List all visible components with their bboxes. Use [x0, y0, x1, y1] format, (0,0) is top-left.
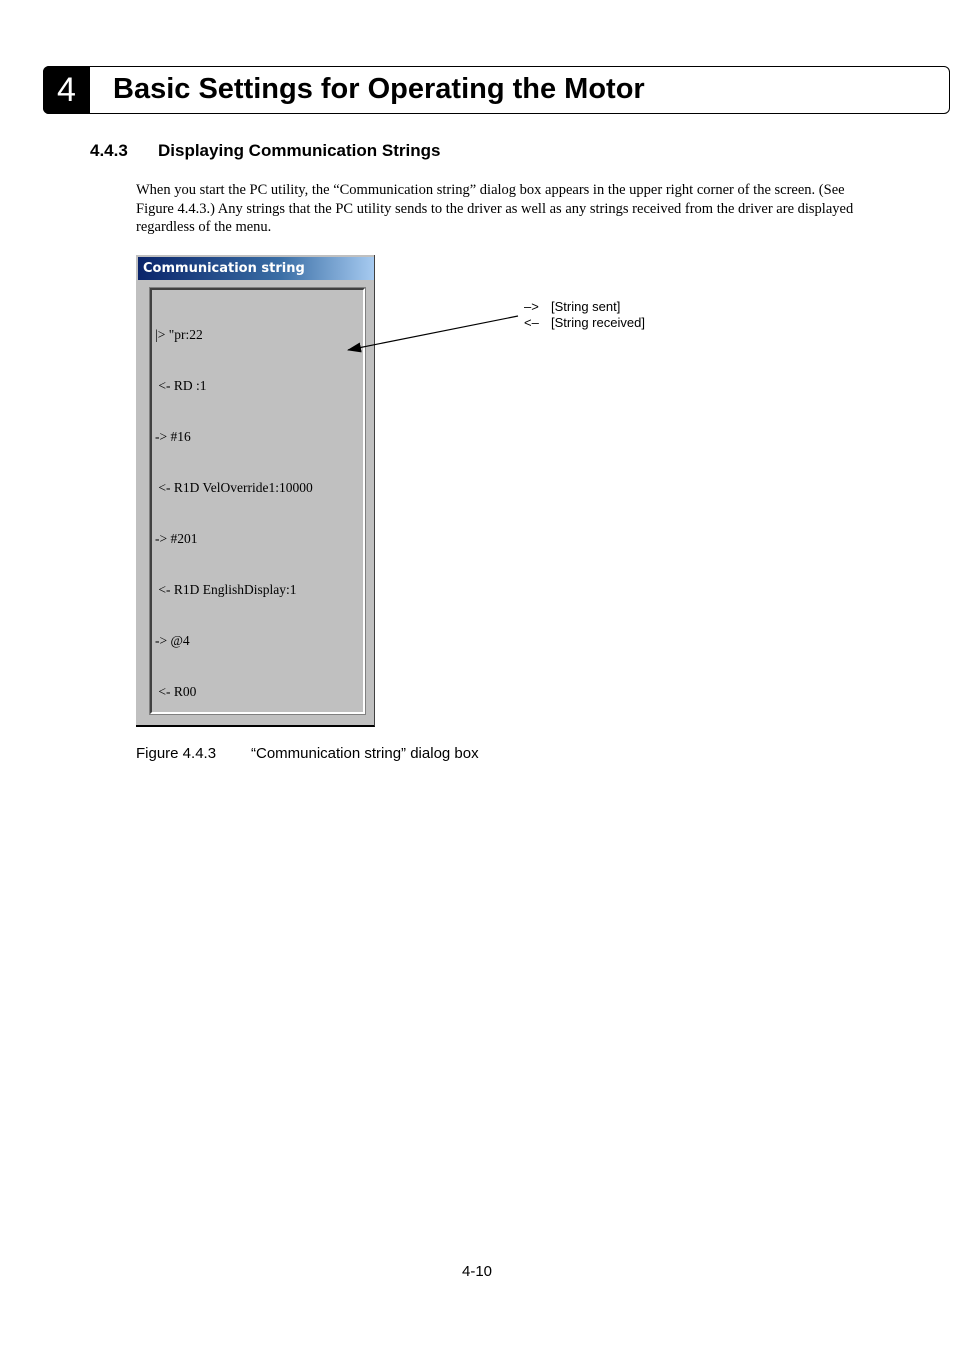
- section-number: 4.4.3: [90, 141, 128, 160]
- communication-string-dialog: [136, 255, 375, 727]
- chapter-number: 4: [43, 66, 90, 114]
- log-line: <- R1D EnglishDisplay:1: [155, 582, 297, 597]
- section-title: Displaying Communication Strings: [158, 141, 441, 160]
- legend-item-sent: [524, 299, 645, 315]
- log-line: <- R00: [155, 684, 197, 699]
- figure-label: Figure 4.4.3: [136, 745, 217, 762]
- left-arrow-icon: <–: [524, 315, 539, 330]
- log-line: -> #201: [155, 531, 198, 546]
- log-line: -> #16: [155, 429, 191, 444]
- page-number: 4-10: [461, 1263, 493, 1280]
- figure-caption-text: “Communication string” dialog box: [251, 745, 479, 762]
- right-arrow-icon: –>: [524, 299, 539, 314]
- legend-item-received: [524, 315, 645, 331]
- legend-label: [String sent]: [551, 299, 621, 314]
- arrow-legend: [524, 299, 645, 331]
- log-lines: [155, 292, 313, 734]
- figure-caption: [136, 745, 479, 762]
- legend-label: [String received]: [551, 315, 645, 330]
- chapter-header: [43, 66, 950, 114]
- body-paragraph: When you start the PC utility, the “Communication string” dialog box appears in the upper right corner of the screen. (See Figure 4.4.3.) Any strings that the PC utility sends to the driver as well as any strings received from the driver are displayed regardless of the menu.: [136, 182, 854, 235]
- communication-log-list[interactable]: [150, 288, 365, 714]
- section-heading: [90, 141, 440, 161]
- log-line: <- R1D VelOverride1:10000: [155, 480, 313, 495]
- chapter-title: Basic Settings for Operating the Motor: [113, 73, 645, 105]
- log-line: -> @4: [155, 633, 190, 648]
- log-line: <- RD :1: [155, 378, 207, 393]
- log-line: |> "pr:22: [155, 327, 203, 342]
- dialog-title-bar[interactable]: Communication string: [138, 257, 374, 280]
